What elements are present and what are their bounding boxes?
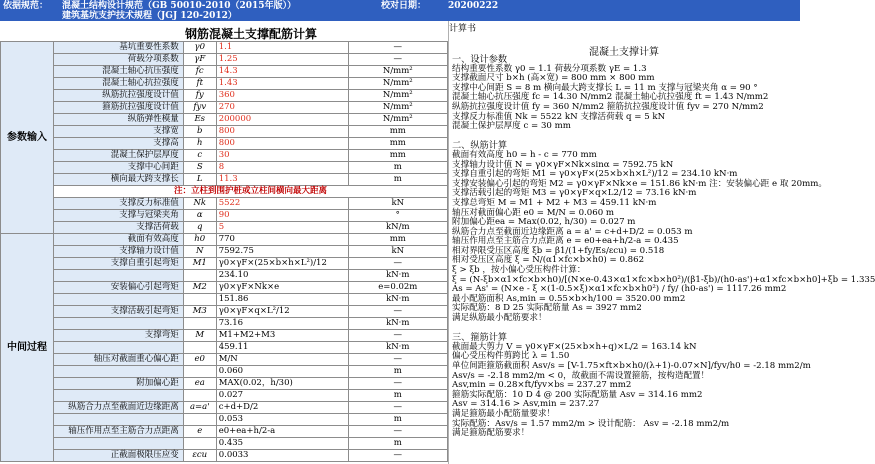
symbol-cell <box>183 294 216 306</box>
unit-cell: — <box>348 54 447 66</box>
label-cell: 支撑活荷载 <box>53 222 183 234</box>
unit-cell: kN·m <box>348 342 447 354</box>
label-cell: 基坑重要性系数 <box>53 42 183 54</box>
symbol-cell: ft <box>183 78 216 90</box>
report-line: ξ = (N-ξb×α1×fc×b×h0)/[(N×e-0.43×α1×fc×b×h0²)/(β1-ξb)/(h0-as')+α1×fc×b×h0]+ξb = 1.335 <box>452 274 875 285</box>
input-cell[interactable]: 270 <box>216 102 348 114</box>
report-line: Asv/s = -2.18 mm2/m < 0，故截面不需设置箍筋，按构造配置！ <box>452 370 710 381</box>
input-cell[interactable]: 90 <box>216 210 348 222</box>
report-line: 相对界限受压区高度 ξb = β1/(1+fy/Es/εcu) = 0.518 <box>452 245 665 256</box>
table-row <box>1 210 448 222</box>
report-line: 最小配筋面积 As,min = 0.55×b×h/100 = 3520.00 mm2 <box>452 293 686 304</box>
label-cell: 纵筋弹性模量 <box>53 114 183 126</box>
table-row <box>1 450 448 462</box>
table-row <box>1 222 448 234</box>
value-cell: M1+M2+M3 <box>216 330 348 342</box>
input-cell[interactable]: 14.3 <box>216 66 348 78</box>
value-cell: 459.11 <box>216 342 348 354</box>
report-line: 一、设计参数 <box>452 54 508 65</box>
label-cell: 支撑自重引起弯矩 <box>53 258 183 270</box>
table-row <box>1 54 448 66</box>
unit-cell: m <box>348 174 447 186</box>
value-cell: γ0×γF×Nk×e <box>216 282 348 294</box>
report-line: 满足箍筋最小配筋量要求！ <box>452 408 556 419</box>
unit-cell: mm <box>348 126 447 138</box>
symbol-cell: α <box>183 210 216 222</box>
label-cell: 附加偏心距 <box>53 378 183 390</box>
label-cell <box>53 270 183 282</box>
input-cell[interactable]: 800 <box>216 138 348 150</box>
header-bar <box>0 0 800 21</box>
symbol-cell: M <box>183 330 216 342</box>
section-middle: 中间过程 <box>1 234 54 462</box>
unit-cell: — <box>348 450 447 462</box>
unit-cell: — <box>348 354 447 366</box>
unit-cell: kN/m <box>348 222 447 234</box>
symbol-cell: b <box>183 126 216 138</box>
unit-cell: mm <box>348 234 447 246</box>
report-line: 支撑截面尺寸 b×h (高×宽) = 800 mm × 800 mm <box>452 73 655 84</box>
report-line: 截面有效高度 h0 = h - c = 770 mm <box>452 149 597 160</box>
report-line: 相对受压区高度 ξ = N/(α1×fc×b×h0) = 0.862 <box>452 255 645 266</box>
unit-cell: N/mm² <box>348 90 447 102</box>
table-row <box>1 294 448 306</box>
input-cell[interactable]: 5 <box>216 222 348 234</box>
symbol-cell: a=a' <box>183 402 216 414</box>
table-row <box>1 246 448 258</box>
report-line: Asv,min = 0.28×ft/fyv×bs = 237.27 mm2 <box>452 380 632 391</box>
unit-cell: e=0.02m <box>348 282 447 294</box>
note-cell: 注：立柱到围护桩或立柱间横向最大距离 <box>53 186 447 198</box>
report-line: 二、纵筋计算 <box>452 140 508 152</box>
label-cell: 纵筋抗拉强度设计值 <box>53 90 183 102</box>
table-row <box>1 90 448 102</box>
symbol-cell: fc <box>183 66 216 78</box>
label-cell: 支撑轴力设计值 <box>53 246 183 258</box>
label-cell: 支撑高 <box>53 138 183 150</box>
value-cell: 770 <box>216 234 348 246</box>
report-line: 单位间距箍筋截面积 Asv/s = [V-1.75×ft×b×h0/(λ+1)-0.07×N]/fyv/h0 = -2.18 mm2/m <box>452 361 811 371</box>
value-cell: 0.053 <box>216 414 348 426</box>
label-cell: 支撑宽 <box>53 126 183 138</box>
symbol-cell: Es <box>183 114 216 126</box>
calc-report-panel <box>448 21 875 464</box>
value-cell: 7592.75 <box>216 246 348 258</box>
input-cell[interactable]: 360 <box>216 90 348 102</box>
label-cell: 支撑反力标准值 <box>53 198 183 210</box>
report-line: 轴压对截面偏心距 e0 = M/N = 0.060 m <box>452 207 615 218</box>
symbol-cell <box>183 438 216 450</box>
table-row <box>1 258 448 270</box>
table-row <box>1 390 448 402</box>
report-line: 纵筋合力点至截面近边缘距离 a = a' = c+d+D/2 = 0.053 m <box>452 226 693 237</box>
report-line: 偏心受压构件剪跨比 λ = 1.50 <box>452 351 570 362</box>
table-row <box>1 414 448 426</box>
table-row <box>1 378 448 390</box>
code-jgj120: 建筑基坑支护技术规程（JGJ 120-2012） <box>62 11 237 21</box>
label-cell: 横向最大跨支撑长 <box>53 174 183 186</box>
report-line: 支撑中心间距 S = 8 m 横向最大跨支撑长 L = 11 m 支撑与冠梁夹角 α = 90 ° <box>452 82 758 93</box>
sheet-title: 钢筋混凝土支撑配筋计算 <box>185 27 318 41</box>
value-cell: 0.060 <box>216 366 348 378</box>
report-line: 满足箍筋配筋要求！ <box>452 428 530 439</box>
unit-cell: — <box>348 378 447 390</box>
date-label: 校对日期： <box>381 1 427 11</box>
symbol-cell: q <box>183 222 216 234</box>
report-line: 支撑活载引起的弯矩 M3 = γ0×γF×q×L2/12 = 73.16 kN·m <box>452 188 697 199</box>
unit-cell: m <box>348 162 447 174</box>
report-line: As = As' = (N×e - ξ ×(1-0.5×ξ)×α1×fc×b×h0²) / fy/ (h0-as') = 1117.26 mm2 <box>452 284 787 295</box>
report-line: 满足纵筋最小配筋要求！ <box>452 313 547 324</box>
table-row <box>1 66 448 78</box>
symbol-cell: γ0 <box>183 42 216 54</box>
label-cell: 混凝土轴心抗压强度 <box>53 66 183 78</box>
table-row <box>1 78 448 90</box>
table-row <box>1 342 448 354</box>
value-cell: MAX(0.02，h/30) <box>216 378 348 390</box>
table-row <box>1 234 448 246</box>
table-row <box>1 270 448 282</box>
unit-cell: N/mm² <box>348 66 447 78</box>
input-cell[interactable]: 1.1 <box>216 42 348 54</box>
symbol-cell: h <box>183 138 216 150</box>
label-cell <box>53 318 183 330</box>
table-row <box>1 366 448 378</box>
report-title: 混凝土支撑计算 <box>589 47 659 58</box>
symbol-cell: h0 <box>183 234 216 246</box>
symbol-cell: ea <box>183 378 216 390</box>
value-cell: 0.435 <box>216 438 348 450</box>
symbol-cell: L <box>183 174 216 186</box>
unit-cell: m <box>348 414 447 426</box>
input-cell[interactable]: 200000 <box>216 114 348 126</box>
symbol-cell: e <box>183 426 216 438</box>
label-cell: 支撑弯矩 <box>53 330 183 342</box>
symbol-cell: e0 <box>183 354 216 366</box>
unit-cell: m <box>348 438 447 450</box>
input-cell[interactable]: 1.25 <box>216 54 348 66</box>
unit-cell: m <box>348 366 447 378</box>
report-line: 附加偏心距ea = Max(0.02, h/30) = 0.027 m <box>452 217 636 228</box>
input-cell[interactable]: 1.43 <box>216 78 348 90</box>
value-cell: M/N <box>216 354 348 366</box>
label-cell: 支撑活载引起弯矩 <box>53 306 183 318</box>
unit-cell: ° <box>348 210 447 222</box>
label-cell: 轴压对截面重心偏心距 <box>53 354 183 366</box>
symbol-cell: γF <box>183 54 216 66</box>
symbol-cell: εcu <box>183 450 216 462</box>
table-row <box>1 174 448 186</box>
label-cell: 安装偏心引起弯矩 <box>53 282 183 294</box>
basis-label: 依据规范： <box>3 1 49 11</box>
symbol-cell: M2 <box>183 282 216 294</box>
input-cell[interactable]: 800 <box>216 126 348 138</box>
value-cell: c+d+D/2 <box>216 402 348 414</box>
input-cell[interactable]: 30 <box>216 150 348 162</box>
report-line: 截面最大剪力 V = γ0×γF×(25×b×h+q)×L/2 = 163.14 kN <box>452 341 697 352</box>
report-line: 实际配筋：8 D 25 实际配筋量 As = 3927 mm2 <box>452 303 642 314</box>
table-row <box>1 138 448 150</box>
unit-cell: N/mm² <box>348 102 447 114</box>
table-row <box>1 330 448 342</box>
report-line: 箍筋实际配筋：10 D 4 @ 200 实际配筋量 Asv = 314.16 mm2 <box>452 389 703 400</box>
table-row <box>1 150 448 162</box>
calc-book-button[interactable]: 计算书 <box>449 24 477 34</box>
unit-cell: mm <box>348 138 447 150</box>
label-cell: 混凝土保护层厚度 <box>53 150 183 162</box>
value-cell: 73.16 <box>216 318 348 330</box>
table-row <box>1 306 448 318</box>
spreadsheet-area <box>0 21 448 464</box>
value-cell: γ0×γF×q×L²/12 <box>216 306 348 318</box>
input-cell[interactable]: 8 <box>216 162 348 174</box>
unit-cell: N/mm² <box>348 114 447 126</box>
unit-cell: — <box>348 306 447 318</box>
report-line: ξ > ξb ，按小偏心受压构件计算： <box>452 265 586 276</box>
symbol-cell <box>183 318 216 330</box>
date-value[interactable]: 20200222 <box>448 1 499 11</box>
table-row <box>1 318 448 330</box>
value-cell: e0+ea+h/2-a <box>216 426 348 438</box>
report-line: 支撑轴力设计值 N = γ0×γF×Nk×sinα = 7592.75 kN <box>452 159 674 170</box>
report-line: 轴压作用点至主筋合力点距离 e = e0+ea+h/2-a = 0.435 <box>452 236 679 247</box>
label-cell <box>53 414 183 426</box>
symbol-cell: fy <box>183 90 216 102</box>
unit-cell: kN·m <box>348 318 447 330</box>
symbol-cell: S <box>183 162 216 174</box>
table-row <box>1 162 448 174</box>
value-cell: 151.86 <box>216 294 348 306</box>
table-row <box>1 198 448 210</box>
symbol-cell <box>183 390 216 402</box>
input-cell[interactable]: 11.3 <box>216 174 348 186</box>
param-table <box>0 41 448 462</box>
unit-cell: mm <box>348 150 447 162</box>
label-cell: 混凝土轴心抗拉强度 <box>53 78 183 90</box>
table-row <box>1 282 448 294</box>
unit-cell: — <box>348 402 447 414</box>
label-cell <box>53 390 183 402</box>
report-line: 三、箍筋计算 <box>452 332 508 344</box>
label-cell: 支撑与冠梁夹角 <box>53 210 183 222</box>
label-cell: 纵筋合力点至截面近边缘距离 <box>53 402 183 414</box>
unit-cell: kN <box>348 198 447 210</box>
unit-cell: N/mm² <box>348 78 447 90</box>
table-row <box>1 354 448 366</box>
report-line: 支撑反力标准值 Nk = 5522 kN 支撑活荷载 q = 5 kN <box>452 111 666 122</box>
report-line: 支撑自重引起的弯矩 M1 = γ0×γF×(25×b×h×L²)/12 = 234.10 kN·m <box>452 169 738 180</box>
symbol-cell: N <box>183 246 216 258</box>
report-line: 纵筋抗拉强度设计值 fy = 360 N/mm2 箍筋抗拉强度设计值 fyv = 270 N/mm2 <box>452 101 764 112</box>
symbol-cell: Nk <box>183 198 216 210</box>
section-params: 参数输入 <box>1 42 54 234</box>
label-cell: 箍筋抗拉强度设计值 <box>53 102 183 114</box>
label-cell <box>53 342 183 354</box>
label-cell: 轴压作用点至主筋合力点距离 <box>53 426 183 438</box>
table-row <box>1 114 448 126</box>
table-row <box>1 102 448 114</box>
table-row <box>1 126 448 138</box>
table-row <box>1 186 448 198</box>
symbol-cell: c <box>183 150 216 162</box>
code-gb50010: 混凝土结构设计规范（GB 50010-2010（2015年版）） <box>62 1 297 11</box>
label-cell <box>53 294 183 306</box>
symbol-cell: fyv <box>183 102 216 114</box>
symbol-cell <box>183 414 216 426</box>
report-line: Asv = 314.16 > Asv,min = 237.27 <box>452 399 600 410</box>
label-cell: 荷载分项系数 <box>53 54 183 66</box>
table-row <box>1 426 448 438</box>
table-row <box>1 438 448 450</box>
report-line: 支撑安装偏心引起的弯矩 M2 = γ0×γF×Nk×e = 151.86 kN·m 注：安装偏心距 e 取 20mm。 <box>452 178 827 189</box>
label-cell <box>53 366 183 378</box>
label-cell: 截面有效高度 <box>53 234 183 246</box>
report-line: 结构重要性系数 γ0 = 1.1 荷载分项系数 γE = 1.3 <box>452 63 647 74</box>
report-lines <box>452 54 875 439</box>
table-row <box>1 402 448 414</box>
unit-cell: — <box>348 426 447 438</box>
label-cell <box>53 438 183 450</box>
unit-cell: kN <box>348 246 447 258</box>
table-row <box>1 42 448 54</box>
unit-cell: m <box>348 390 447 402</box>
value-cell: 0.027 <box>216 390 348 402</box>
symbol-cell <box>183 366 216 378</box>
input-cell[interactable]: 5522 <box>216 198 348 210</box>
unit-cell: — <box>348 258 447 270</box>
report-line: 混凝土保护层厚度 c = 30 mm <box>452 121 571 132</box>
symbol-cell: M3 <box>183 306 216 318</box>
value-cell: 234.10 <box>216 270 348 282</box>
symbol-cell <box>183 270 216 282</box>
value-cell: 0.0033 <box>216 450 348 462</box>
report-line: 实际配筋：Asv/s = 1.57 mm2/m > 设计配筋： Asv = -2.18 mm2/m <box>452 418 730 429</box>
unit-cell: kN·m <box>348 294 447 306</box>
report-line: 支撑总弯矩 M = M1 + M2 + M3 = 459.11 kN·m <box>452 197 657 208</box>
unit-cell: kN·m <box>348 270 447 282</box>
report-line: 混凝土轴心抗压强度 fc = 14.30 N/mm2 混凝土轴心抗拉强度 ft = 1.43 N/mm2 <box>452 92 769 103</box>
unit-cell: — <box>348 330 447 342</box>
label-cell: 正截面极限压应变 <box>53 450 183 462</box>
unit-cell: — <box>348 42 447 54</box>
label-cell: 支撑中心间距 <box>53 162 183 174</box>
value-cell: γ0×γF×(25×b×h×L²)/12 <box>216 258 348 270</box>
symbol-cell: M1 <box>183 258 216 270</box>
symbol-cell <box>183 342 216 354</box>
